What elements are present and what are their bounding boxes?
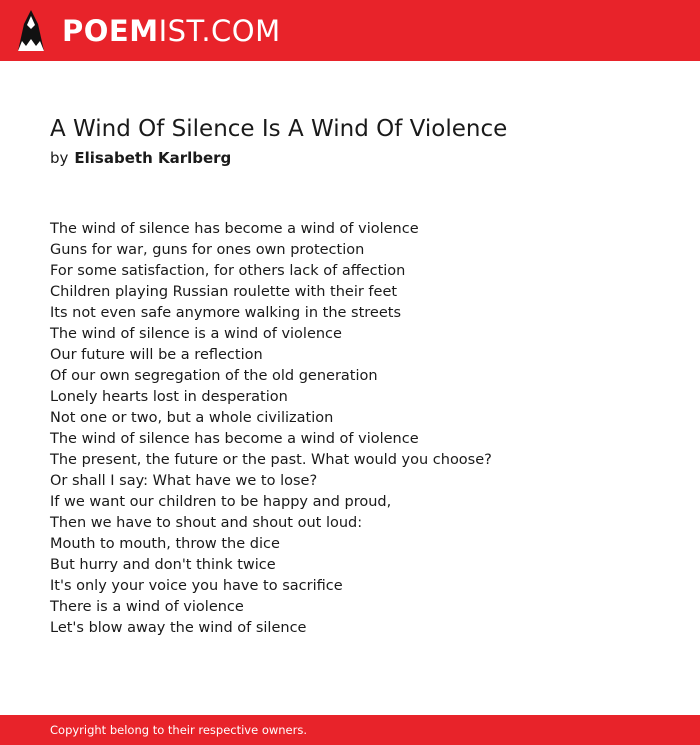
poem-line: Let's blow away the wind of silence [50,620,307,636]
poem-line: But hurry and don't think twice [50,557,276,573]
pen-nib-icon[interactable] [18,10,44,51]
site-header [0,0,700,61]
poem-line: If we want our children to be happy and proud, [50,494,392,510]
poem-line: Lonely hearts lost in desperation [50,389,288,405]
poem-line: Or shall I say: What have we to lose? [50,473,318,489]
poem-line: Of our own segregation of the old generation [50,368,378,384]
poem-title: A Wind Of Silence Is A Wind Of Violence [50,116,508,142]
poem-line: Children playing Russian roulette with their feet [50,284,398,300]
poem-line: Mouth to mouth, throw the dice [50,536,280,552]
brand-light-text: IST.COM [158,14,281,48]
copyright-text: Copyright belong to their respective owners. [50,723,308,737]
site-footer [0,715,700,745]
byline [50,149,231,167]
by-label: by [50,149,69,167]
poem-line: The wind of silence has become a wind of violence [50,431,419,447]
poem-line: There is a wind of violence [50,599,244,615]
poem-line: Guns for war, guns for ones own protection [50,242,365,258]
poem-body [50,219,492,639]
poem-line: It's only your voice you have to sacrifice [50,578,343,594]
poem-line: Then we have to shout and shout out loud: [50,515,363,531]
poem-line: Its not even safe anymore walking in the streets [50,305,402,321]
poem-line: The present, the future or the past. What would you choose? [50,452,492,468]
author-name: Elisabeth Karlberg [74,149,232,167]
poem-line: Our future will be a reflection [50,347,263,363]
site-logo-link[interactable] [62,12,281,50]
brand-bold-text: POEM [62,14,159,48]
poem-line: The wind of silence has become a wind of violence [50,221,419,237]
poem-line: The wind of silence is a wind of violence [50,326,342,342]
poem-line: For some satisfaction, for others lack of affection [50,263,406,279]
poem-line: Not one or two, but a whole civilization [50,410,334,426]
